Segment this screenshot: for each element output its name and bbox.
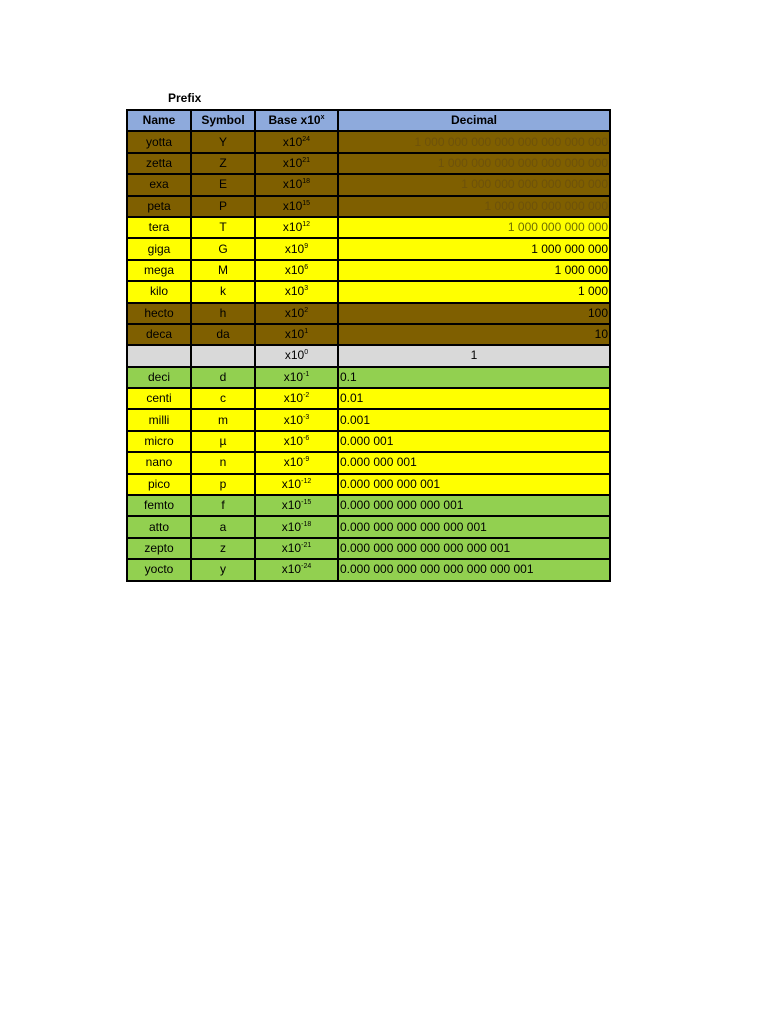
prefix-decimal-cell: 0.000 000 000 000 001 bbox=[338, 495, 610, 516]
prefix-base-cell bbox=[255, 303, 338, 324]
prefix-name-cell: nano bbox=[127, 452, 191, 473]
base-text: x10 bbox=[281, 562, 302, 577]
table-row bbox=[127, 153, 610, 174]
table-row bbox=[127, 474, 610, 495]
prefix-base-cell bbox=[255, 153, 338, 174]
header-name: Name bbox=[127, 110, 191, 131]
table-row bbox=[127, 538, 610, 559]
header-symbol: Symbol bbox=[191, 110, 255, 131]
base-exponent: -15 bbox=[301, 499, 312, 507]
prefix-name-cell: giga bbox=[127, 238, 191, 259]
prefix-base-cell bbox=[255, 217, 338, 238]
prefix-decimal-cell: 0.1 bbox=[338, 367, 610, 388]
prefix-symbol-cell: a bbox=[191, 516, 255, 537]
prefix-base-cell bbox=[255, 260, 338, 281]
prefix-name-cell: peta bbox=[127, 196, 191, 217]
prefix-name-cell: kilo bbox=[127, 281, 191, 302]
prefix-decimal-cell: 0.01 bbox=[338, 388, 610, 409]
base-text: x10 bbox=[283, 434, 304, 449]
base-text: x10 bbox=[282, 177, 303, 192]
base-text: x10 bbox=[283, 455, 304, 470]
prefix-name-cell: pico bbox=[127, 474, 191, 495]
prefix-name-cell: centi bbox=[127, 388, 191, 409]
header-base bbox=[255, 110, 338, 131]
prefix-decimal-cell: 1 000 000 bbox=[338, 260, 610, 281]
prefix-symbol-cell: z bbox=[191, 538, 255, 559]
base-text: x10 bbox=[281, 519, 302, 534]
prefix-name-cell: deca bbox=[127, 324, 191, 345]
base-text: x10 bbox=[284, 284, 305, 299]
table-row bbox=[127, 131, 610, 152]
prefix-symbol-cell: Z bbox=[191, 153, 255, 174]
prefix-decimal-cell: 1 000 000 000 000 000 000 000 bbox=[338, 153, 610, 174]
prefix-name-cell: tera bbox=[127, 217, 191, 238]
base-exponent: -1 bbox=[303, 370, 310, 378]
base-exponent: 15 bbox=[302, 199, 311, 207]
table-row bbox=[127, 303, 610, 324]
prefix-base-cell bbox=[255, 516, 338, 537]
prefix-base-cell bbox=[255, 409, 338, 430]
prefix-name-cell: femto bbox=[127, 495, 191, 516]
base-exponent: 2 bbox=[304, 306, 309, 314]
prefix-name-cell: exa bbox=[127, 174, 191, 195]
prefix-decimal-cell: 0.000 000 000 000 000 000 000 001 bbox=[338, 559, 610, 580]
base-exponent: 6 bbox=[304, 263, 309, 271]
base-exponent: -21 bbox=[301, 542, 312, 549]
prefix-decimal-cell: 1 000 000 000 bbox=[338, 238, 610, 259]
prefix-decimal-cell: 1 bbox=[338, 345, 610, 366]
prefix-name-cell: zepto bbox=[127, 538, 191, 559]
prefix-decimal-cell: 1 000 000 000 000 000 000 bbox=[338, 174, 610, 195]
prefix-name-cell: zetta bbox=[127, 153, 191, 174]
base-text: x10 bbox=[284, 327, 305, 342]
prefix-symbol-cell: da bbox=[191, 324, 255, 345]
base-text: x10 bbox=[281, 541, 302, 555]
prefix-symbol-cell: h bbox=[191, 303, 255, 324]
prefix-decimal-cell: 0.001 bbox=[338, 409, 610, 430]
prefix-decimal-cell: 1 000 000 000 000 bbox=[338, 217, 610, 238]
table-row bbox=[127, 409, 610, 430]
prefix-name-cell: mega bbox=[127, 260, 191, 281]
base-text: x10 bbox=[282, 155, 303, 170]
prefix-symbol-cell: f bbox=[191, 495, 255, 516]
table-row bbox=[127, 367, 610, 388]
base-text: x10 bbox=[281, 498, 302, 513]
table-row bbox=[127, 452, 610, 473]
base-text: x10 bbox=[282, 198, 303, 213]
prefix-base-cell bbox=[255, 324, 338, 345]
base-text: x10 bbox=[283, 369, 304, 384]
prefix-symbol-cell: µ bbox=[191, 431, 255, 452]
prefix-name-cell: hecto bbox=[127, 303, 191, 324]
prefix-rows bbox=[127, 131, 610, 580]
prefix-name-cell: milli bbox=[127, 409, 191, 430]
table-row bbox=[127, 431, 610, 452]
prefix-symbol-cell: P bbox=[191, 196, 255, 217]
prefix-name-cell: yocto bbox=[127, 559, 191, 580]
prefix-base-cell bbox=[255, 174, 338, 195]
header-decimal: Decimal bbox=[338, 110, 610, 131]
prefix-base-cell bbox=[255, 431, 338, 452]
base-exponent: -18 bbox=[301, 520, 312, 528]
table-row bbox=[127, 345, 610, 366]
prefix-base-cell bbox=[255, 538, 338, 559]
table-row bbox=[127, 217, 610, 238]
base-text: x10 bbox=[282, 134, 303, 149]
base-exponent: 24 bbox=[302, 135, 311, 143]
prefix-symbol-cell: G bbox=[191, 238, 255, 259]
base-exponent: -3 bbox=[303, 413, 310, 421]
prefix-base-cell bbox=[255, 559, 338, 580]
prefix-name-cell: atto bbox=[127, 516, 191, 537]
base-exponent: 1 bbox=[304, 328, 309, 336]
prefix-decimal-cell: 1 000 000 000 000 000 000 000 000 bbox=[338, 131, 610, 152]
prefix-decimal-cell: 100 bbox=[338, 303, 610, 324]
prefix-decimal-cell: 0.000 000 000 000 000 000 001 bbox=[338, 538, 610, 559]
prefix-symbol-cell: M bbox=[191, 260, 255, 281]
base-exponent: -2 bbox=[303, 392, 310, 400]
base-text: x10 bbox=[281, 476, 302, 491]
header-base-sup: x bbox=[320, 114, 325, 122]
prefix-symbol-cell: d bbox=[191, 367, 255, 388]
table-row bbox=[127, 324, 610, 345]
base-exponent: -12 bbox=[301, 477, 312, 485]
prefix-base-cell bbox=[255, 238, 338, 259]
table-row bbox=[127, 260, 610, 281]
table-row bbox=[127, 238, 610, 259]
prefix-symbol-cell: m bbox=[191, 409, 255, 430]
prefix-decimal-cell: 10 bbox=[338, 324, 610, 345]
prefix-name-cell: yotta bbox=[127, 131, 191, 152]
prefix-base-cell bbox=[255, 495, 338, 516]
base-text: x10 bbox=[284, 262, 305, 277]
table-row bbox=[127, 559, 610, 580]
prefix-base-cell bbox=[255, 474, 338, 495]
prefix-base-cell bbox=[255, 281, 338, 302]
base-text: x10 bbox=[284, 305, 305, 320]
table-caption: Prefix bbox=[168, 91, 202, 105]
base-exponent: -6 bbox=[303, 435, 310, 443]
prefix-base-cell bbox=[255, 345, 338, 366]
table-row bbox=[127, 516, 610, 537]
base-exponent: 12 bbox=[302, 221, 311, 229]
prefix-decimal-cell: 0.000 000 001 bbox=[338, 452, 610, 473]
prefix-symbol-cell bbox=[191, 345, 255, 366]
table-row bbox=[127, 196, 610, 217]
prefix-symbol-cell: c bbox=[191, 388, 255, 409]
prefix-symbol-cell: T bbox=[191, 217, 255, 238]
prefix-name-cell bbox=[127, 345, 191, 366]
header-row bbox=[127, 110, 610, 131]
table-row bbox=[127, 388, 610, 409]
prefix-decimal-cell: 0.000 000 000 000 000 001 bbox=[338, 516, 610, 537]
base-exponent: -24 bbox=[301, 563, 312, 571]
table-row bbox=[127, 174, 610, 195]
prefix-symbol-cell: k bbox=[191, 281, 255, 302]
prefix-decimal-cell: 0.000 001 bbox=[338, 431, 610, 452]
base-exponent: -9 bbox=[303, 456, 310, 464]
base-exponent: 9 bbox=[304, 242, 309, 250]
prefix-base-cell bbox=[255, 452, 338, 473]
prefix-decimal-cell: 1 000 000 000 000 000 bbox=[338, 196, 610, 217]
prefix-decimal-cell: 0.000 000 000 001 bbox=[338, 474, 610, 495]
base-text: x10 bbox=[284, 241, 305, 256]
prefix-base-cell bbox=[255, 388, 338, 409]
prefix-symbol-cell: y bbox=[191, 559, 255, 580]
prefix-base-cell bbox=[255, 131, 338, 152]
base-text: x10 bbox=[283, 412, 304, 427]
base-exponent: 3 bbox=[304, 285, 309, 293]
table-row bbox=[127, 281, 610, 302]
base-exponent: 0 bbox=[304, 349, 309, 357]
prefix-decimal-cell: 1 000 bbox=[338, 281, 610, 302]
prefix-table bbox=[126, 109, 611, 582]
prefix-name-cell: deci bbox=[127, 367, 191, 388]
prefix-name-cell: micro bbox=[127, 431, 191, 452]
base-exponent: 21 bbox=[302, 156, 311, 164]
base-exponent: 18 bbox=[302, 178, 311, 186]
prefix-base-cell bbox=[255, 196, 338, 217]
prefix-base-cell bbox=[255, 367, 338, 388]
header-base-text: Base x10 bbox=[268, 113, 321, 128]
prefix-symbol-cell: Y bbox=[191, 131, 255, 152]
prefix-symbol-cell: E bbox=[191, 174, 255, 195]
base-text: x10 bbox=[282, 220, 303, 235]
base-text: x10 bbox=[283, 391, 304, 406]
prefix-symbol-cell: n bbox=[191, 452, 255, 473]
base-text: x10 bbox=[284, 348, 305, 363]
prefix-symbol-cell: p bbox=[191, 474, 255, 495]
table-row bbox=[127, 495, 610, 516]
